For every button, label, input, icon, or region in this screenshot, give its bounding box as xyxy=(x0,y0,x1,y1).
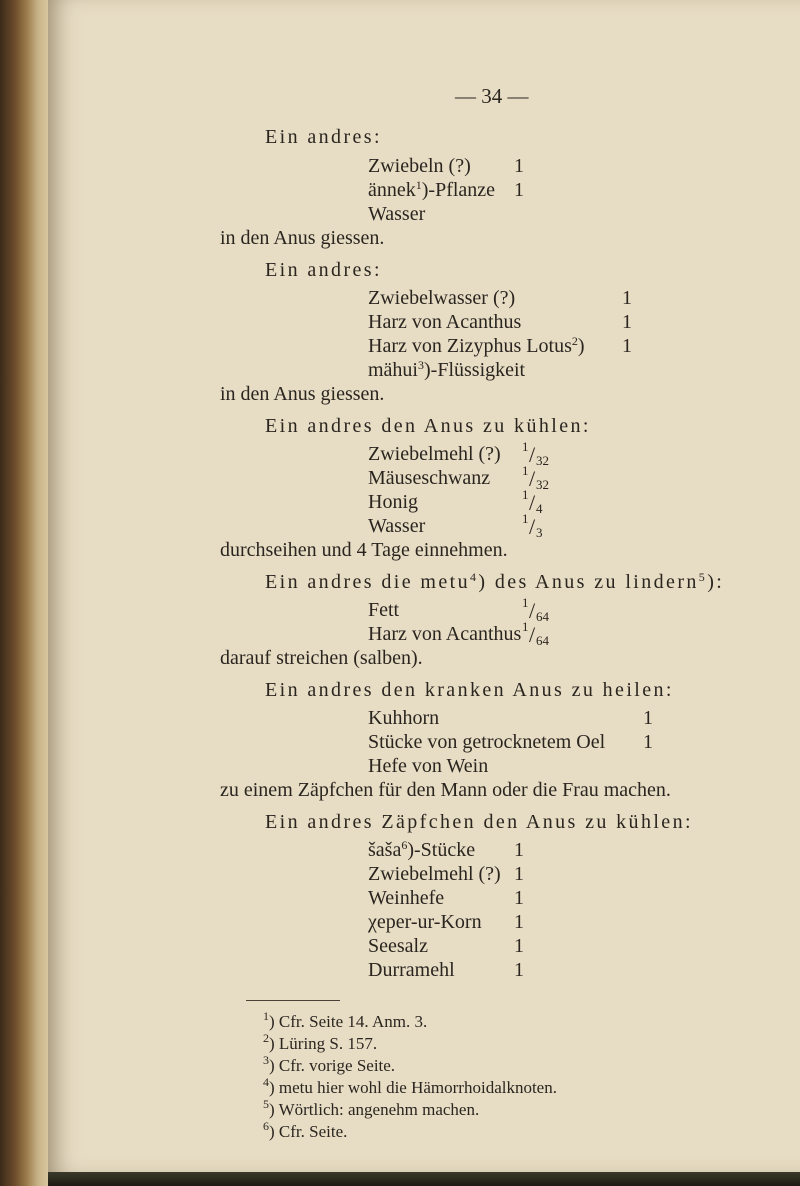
recipe-heading: Ein andres den Anus zu kühlen: xyxy=(265,415,591,437)
ingredient-name: Honig xyxy=(368,491,418,513)
footnote: $^4$) metu hier wohl die Hämorrhoidalknoten. xyxy=(263,1075,557,1097)
ingredient-name: Stücke von getrocknetem Oel xyxy=(368,731,606,753)
ingredient-name: Kuhhorn xyxy=(368,707,440,729)
recipe-heading: Ein andres: xyxy=(265,259,382,281)
page-number: — 34 — xyxy=(455,84,529,108)
ingredient-amount: 1 xyxy=(622,287,632,309)
ingredient-amount: 1 xyxy=(514,155,524,177)
ingredient-name: Zwiebeln (?) xyxy=(368,155,471,177)
ingredient-name: Durramehl xyxy=(368,959,455,981)
footnote: $^2$) Lüring S. 157. xyxy=(263,1031,378,1053)
ingredient-name: Mäuseschwanz xyxy=(368,467,491,489)
ingredient-amount: 1 xyxy=(622,311,632,333)
ingredient-name: Zwiebelmehl (?) xyxy=(368,863,501,885)
ingredient-name: mähui$^3$)-Flüssigkeit xyxy=(368,358,526,381)
recipe-heading: Ein andres die metu$^4$) des Anus zu lindern$^5$): xyxy=(265,570,725,593)
ingredient-amount: 1 xyxy=(514,839,524,861)
footnote: $^3$) Cfr. vorige Seite. xyxy=(263,1053,396,1075)
ingredient-name: χeper-ur-Korn xyxy=(368,911,482,933)
ingredient-amount: 1 xyxy=(643,707,653,729)
ingredient-name: Harz von Acanthus xyxy=(368,623,522,645)
recipe-instruction: in den Anus giessen. xyxy=(220,383,385,405)
ingredient-name: Zwiebelmehl (?) xyxy=(368,443,501,465)
ingredient-name: Wasser xyxy=(368,203,426,225)
ingredient-amount: 1 xyxy=(643,731,653,753)
book-spine xyxy=(0,0,48,1186)
book-page: — 34 — Ein andres: Zwiebeln (?) 1 ännek$^1$)-Pflanze 1 Wasser in den Anus giessen. Ein andres: Zwiebelwasser (?) 1 Harz von Acanthus 1 Harz von Zizyphus Lotus$^2$) 1 mähui$^3$)-Flüssigkeit in den Anus giessen. Ein andres den Anus zu kühlen: Zwiebelmehl (?) 1 / 32 Mäuseschwanz 1 / 32 Honig 1 / 4 Wasser 1 / 3 durchseihen und 4 Tage einnehmen. Ein andres die metu$^4$) des Anus zu lindern$^5$): Fett 1 / 64 Harz von Acanthus 1 / 64 darauf streichen (salben). Ein andres den kranken Anus zu heilen: Kuhhorn 1 Stücke von getrocknetem Oel 1 Hefe von Wein zu einem Zäpfchen für den Mann oder die Frau machen. Ein andres Zäpfchen den Anus zu kühlen: šaša$^6$)-Stücke 1 Zwiebelmehl (?) 1 Weinhefe 1 χeper-ur-Korn 1 Seesalz 1 Durramehl 1 $^1$) Cfr. Seite 14. Anm. 3. $^2$) Lüring S. 157. $^3$) Cfr. vorige Seite. $^4$) metu hier wohl die Hämorrhoidalknoten. $^5$) Wörtlich: angenehm machen. $^6$) Cfr. Seite. xyxy=(48,0,800,1172)
ingredient-name: Weinhefe xyxy=(368,887,445,909)
recipe-instruction: durchseihen und 4 Tage einnehmen. xyxy=(220,539,508,561)
footnote: $^5$) Wörtlich: angenehm machen. xyxy=(263,1097,480,1119)
ingredient-amount: 1 xyxy=(514,863,524,885)
ingredient-name: Hefe von Wein xyxy=(368,755,489,777)
ingredient-amount: 1 xyxy=(514,179,524,201)
recipe-heading: Ein andres Zäpfchen den Anus zu kühlen: xyxy=(265,811,693,833)
ingredient-amount: 1 xyxy=(514,959,524,981)
footnote: $^6$) Cfr. Seite. xyxy=(263,1119,348,1141)
ingredient-name: Zwiebelwasser (?) xyxy=(368,287,516,309)
ingredient-amount: 1 xyxy=(514,935,524,957)
ingredient-name: šaša$^6$)-Stücke xyxy=(368,838,476,861)
page-bottom-edge xyxy=(48,1172,800,1186)
recipe-instruction: in den Anus giessen. xyxy=(220,227,385,249)
ingredient-amount: 1 xyxy=(622,335,632,357)
footnote-separator xyxy=(246,1000,340,1001)
recipe-instruction: darauf streichen (salben). xyxy=(220,647,423,669)
recipe-heading: Ein andres: xyxy=(265,126,382,148)
ingredient-name: Seesalz xyxy=(368,935,428,957)
recipe-instruction: zu einem Zäpfchen für den Mann oder die Frau machen. xyxy=(220,779,671,801)
ingredient-name: Wasser xyxy=(368,515,426,537)
ingredient-name: ännek$^1$)-Pflanze xyxy=(368,178,496,201)
footnote: $^1$) Cfr. Seite 14. Anm. 3. xyxy=(263,1009,428,1031)
ingredient-name: Fett xyxy=(368,599,400,621)
ingredient-amount: 1 xyxy=(514,911,524,933)
recipe-heading: Ein andres den kranken Anus zu heilen: xyxy=(265,679,674,701)
ingredient-name: Harz von Acanthus xyxy=(368,311,522,333)
ingredient-name: Harz von Zizyphus Lotus$^2$) xyxy=(368,334,585,357)
ingredient-amount: 1 xyxy=(514,887,524,909)
